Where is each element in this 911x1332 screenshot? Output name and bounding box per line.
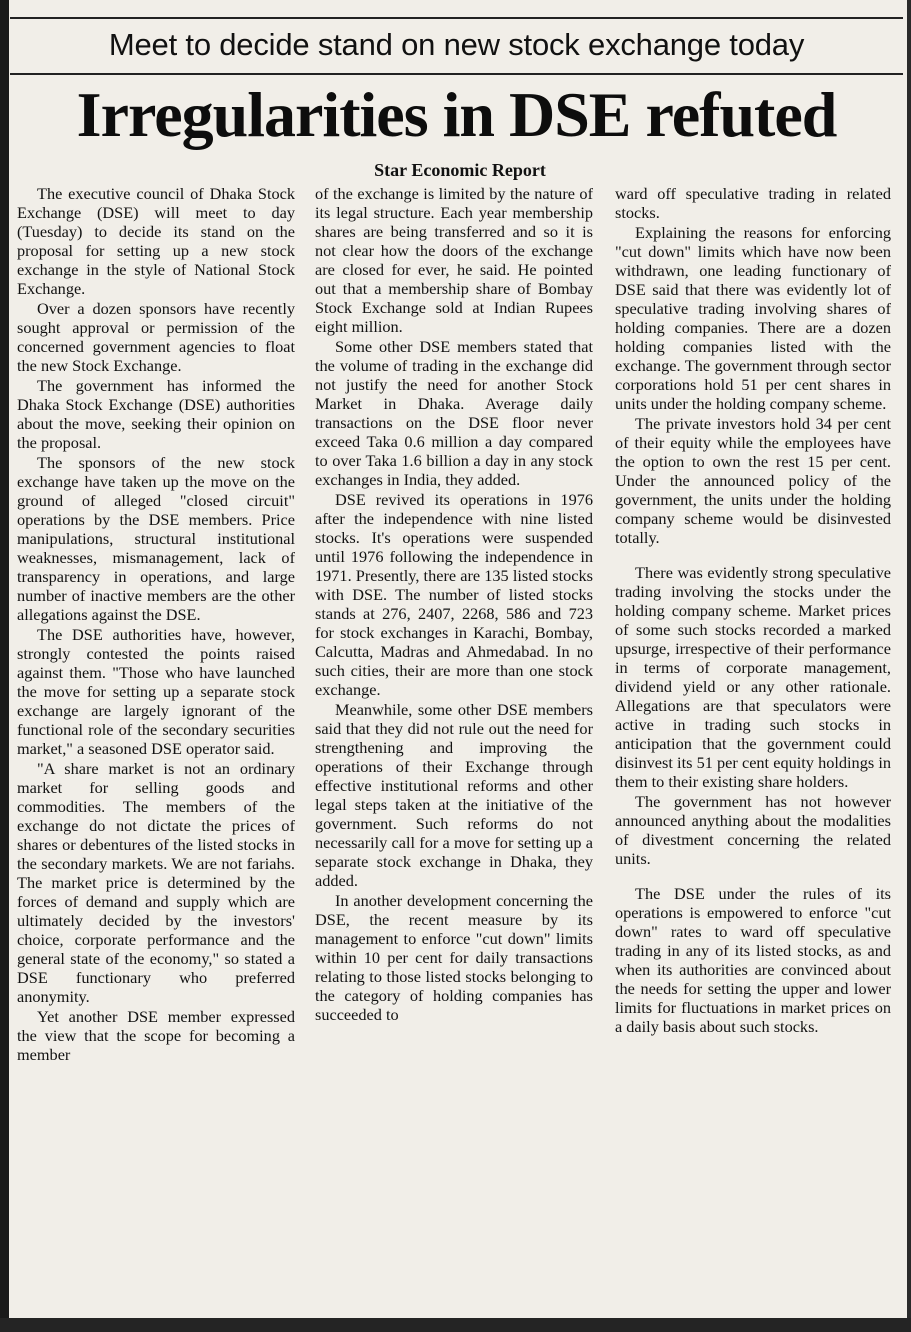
- main-headline: Irregularities in DSE refuted: [76, 79, 837, 150]
- article-column-2: [315, 184, 593, 1312]
- paragraph: The DSE authorities have, however, strongly contested the points raised against them. "Those who have launched the move for setting up a separate stock exchange are largely ignorant of the functional role of the secondary securities market," a seasoned DSE operator said.: [17, 625, 295, 758]
- paragraph: The government has not however announced anything about the modalities of divestment concerning the related units.: [615, 792, 891, 868]
- paragraph: In another development concerning the DSE, the recent measure by its management to enforce "cut down" limits within 10 per cent for daily transactions relating to those listed stocks belonging to the category of holding companies has succeeded to: [315, 891, 593, 1024]
- paragraph: The DSE under the rules of its operations is empowered to enforce "cut down" rates to ward off speculative trading in any of its listed stocks, as and when its authorities are convinced about the needs for setting the upper and lower limits for fluctuations in market prices on a daily basis about such stocks.: [615, 884, 891, 1036]
- top-rule: [10, 17, 903, 19]
- paragraph: ward off speculative trading in related stocks.: [615, 184, 891, 222]
- scan-edge-bottom: [0, 1318, 911, 1332]
- scan-edge-left: [0, 0, 9, 1332]
- kicker-rule: [10, 73, 903, 75]
- scan-edge-right: [907, 0, 911, 1332]
- article-column-1: [17, 184, 295, 1312]
- paragraph: of the exchange is limited by the nature of its legal structure. Each year membership shares are being transferred and so it is not clear how the doors of the exchange are closed for ever, he said. He pointed out that a membership share of Bombay Stock Exchange sold at Indian Rupees eight million.: [315, 184, 593, 336]
- paragraph: The government has informed the Dhaka Stock Exchange (DSE) authorities about the move, seeking their opinion on the proposal.: [17, 376, 295, 452]
- paragraph: "A share market is not an ordinary market for selling goods and commodities. The members of the exchange do not dictate the prices of shares or debentures of the listed stocks in the secondary markets. We are not fariahs. The market price is determined by the forces of demand and supply which are ultimately decided by the investors' choice, corporate performance and the general state of the economy," so stated a DSE functionary who preferred anonymity.: [17, 759, 295, 1006]
- paragraph: There was evidently strong speculative trading involving the stocks under the holding company scheme. Market prices of some such stocks recorded a marked upsurge, irrespective of their performance in terms of corporate management, dividend yield or any other rationale. Allegations are that speculators were active in trading such stocks in anticipation that the government could disinvest its 51 per cent equity holdings in them to their existing share holders.: [615, 563, 891, 791]
- paragraph: The executive council of Dhaka Stock Exchange (DSE) will meet to day (Tuesday) to decide its stand on the proposal for setting up a new stock exchange in the style of National Stock Exchange.: [17, 184, 295, 298]
- paragraph: Over a dozen sponsors have recently sought approval or permission of the concerned government agencies to float the new Stock Exchange.: [17, 299, 295, 375]
- paragraph: The private investors hold 34 per cent of their equity while the employees have the option to own the rest 15 per cent. Under the announced policy of the government, the units under the holding company scheme would be disinvested totally.: [615, 414, 891, 547]
- paragraph: The sponsors of the new stock exchange have taken up the move on the ground of alleged "closed circuit" operations by the DSE members. Price manipulations, structural institutional weaknesses, mismanagement, lack of transparency in operations, and large number of inactive members are the other allegations against the DSE.: [17, 453, 295, 624]
- paragraph: DSE revived its operations in 1976 after the independence with nine listed stocks. It's operations were suspended until 1976 following the independence in 1971. Presently, there are 135 listed stocks with DSE. The number of listed stocks stands at 276, 2407, 2268, 586 and 723 for stock exchanges in Karachi, Bombay, Calcutta, Madras and Ahmedabad. In no such cities, their are more than one stock exchange.: [315, 490, 593, 699]
- paragraph: Some other DSE members stated that the volume of trading in the exchange did not justify the need for another Stock Market in Dhaka. Average daily transactions on the DSE floor never exceed Taka 0.6 million a day compared to over Taka 1.6 billion a day in any stock exchanges in India, they added.: [315, 337, 593, 489]
- paragraph: Explaining the reasons for enforcing "cut down" limits which have now been withdrawn, one leading functionary of DSE said that there was evidently lot of speculative trading involving shares of holding companies. There are a dozen holding companies listed with the exchange. The government through sector corporations hold 51 per cent shares in units under the holding company scheme.: [615, 223, 891, 413]
- paragraph: Meanwhile, some other DSE members said that they did not rule out the need for strengthening and improving the operations of their Exchange through effective institutional reforms and other legal steps taken at the initiative of the government. Such reforms do not necessarily call for a move for setting up a separate stock exchange in Dhaka, they added.: [315, 700, 593, 890]
- paragraph: Yet another DSE member expressed the view that the scope for becoming a member: [17, 1007, 295, 1064]
- kicker-headline: Meet to decide stand on new stock exchange today: [108, 27, 805, 62]
- article-column-3: [615, 184, 891, 1312]
- byline: Star Economic Report: [374, 160, 546, 180]
